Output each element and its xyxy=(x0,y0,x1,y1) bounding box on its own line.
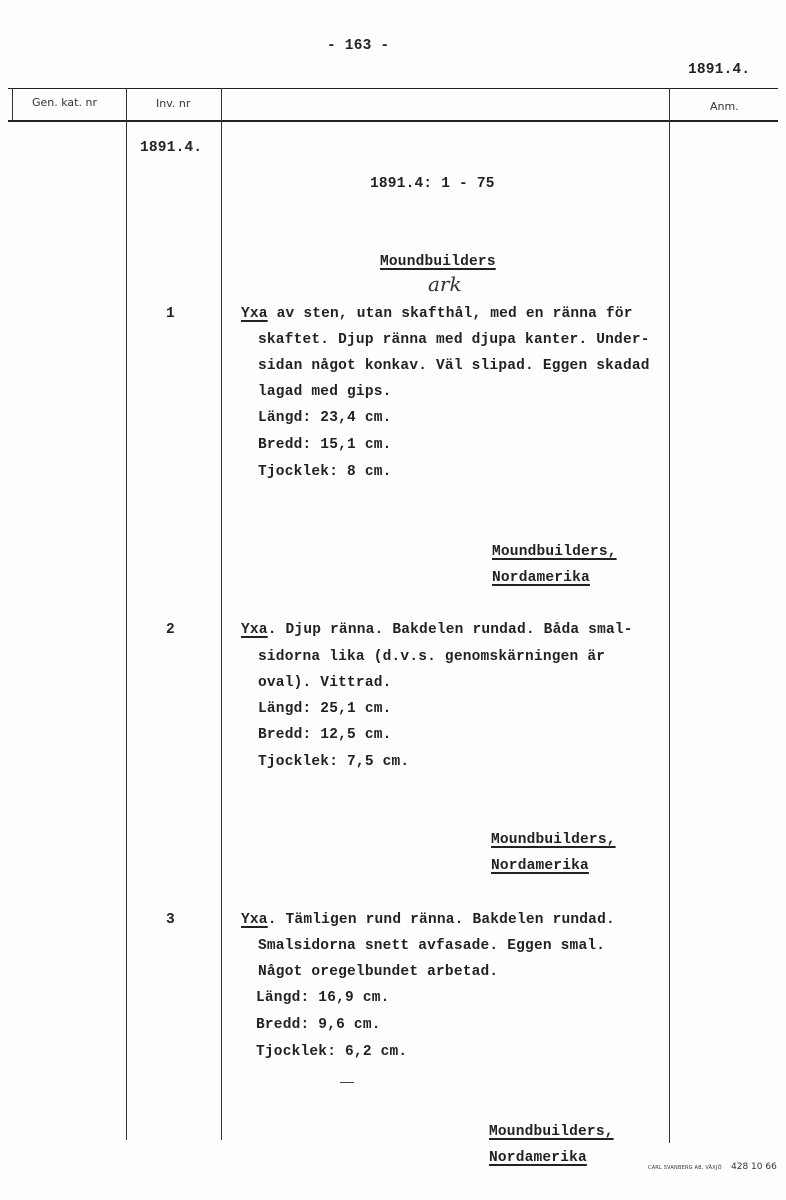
entry-origin-region: Nordamerika xyxy=(491,858,589,874)
entry-length: Längd: 25,1 cm. xyxy=(258,701,392,717)
inv-accession: 1891.4. xyxy=(140,140,203,156)
entry-origin-culture: Moundbuilders, xyxy=(491,832,616,848)
column-divider-3 xyxy=(669,88,670,1143)
entry-thickness: Tjocklek: 8 cm. xyxy=(258,464,392,480)
table-header-bottom-border xyxy=(8,120,778,122)
entry-line xyxy=(241,306,633,322)
entry-line: sidorna lika (d.v.s. genomskärningen är xyxy=(258,649,606,665)
entry-width: Bredd: 9,6 cm. xyxy=(256,1017,381,1033)
entry-origin-region: Nordamerika xyxy=(492,570,590,586)
handwritten-note: ark xyxy=(428,272,462,296)
pencil-mark xyxy=(340,1082,354,1083)
column-divider-2 xyxy=(221,88,222,1140)
entry-line: lagad med gips. xyxy=(258,384,392,400)
entry-thickness: Tjocklek: 7,5 cm. xyxy=(258,754,410,770)
header-gen-kat-nr: Gen. kat. nr xyxy=(32,96,97,109)
entry-line: oval). Vittrad. xyxy=(258,675,392,691)
entry-line: skaftet. Djup ränna med djupa kanter. Under- xyxy=(258,332,650,348)
table-top-border xyxy=(8,88,778,89)
page-number: - 163 - xyxy=(327,38,390,54)
entry-text: . Djup ränna. Bakdelen rundad. Båda smal- xyxy=(267,622,633,638)
entry-thickness: Tjocklek: 6,2 cm. xyxy=(256,1044,408,1060)
entry-keyword: Yxa xyxy=(241,622,268,638)
entry-width: Bredd: 12,5 cm. xyxy=(258,727,392,743)
header-inv-nr: Inv. nr xyxy=(156,97,191,110)
entry-text: . Tämligen rund ränna. Bakdelen rundad. xyxy=(267,912,615,928)
range-heading: 1891.4: 1 - 75 xyxy=(370,176,495,192)
entry-keyword: Yxa xyxy=(241,306,268,322)
entry-line: Smalsidorna snett avfasade. Eggen smal. xyxy=(258,938,606,954)
entry-line: Något oregelbundet arbetad. xyxy=(258,964,499,980)
entry-line xyxy=(241,912,615,928)
accession-number-top: 1891.4. xyxy=(688,62,751,78)
entry-width: Bredd: 15,1 cm. xyxy=(258,437,392,453)
table-left-border xyxy=(12,88,13,120)
entry-line xyxy=(241,622,633,638)
printer-imprint: CARL SVANBERG AB, VÄXJÖ xyxy=(648,1165,722,1171)
entry-line: sidan något konkav. Väl slipad. Eggen skadad xyxy=(258,358,650,374)
column-divider-1 xyxy=(126,88,127,1140)
form-number: 428 10 66 xyxy=(731,1162,777,1172)
header-anm: Anm. xyxy=(710,100,739,113)
entry-origin-culture: Moundbuilders, xyxy=(489,1124,614,1140)
entry-length: Längd: 23,4 cm. xyxy=(258,410,392,426)
entry-number: 1 xyxy=(166,306,175,322)
entry-number: 3 xyxy=(166,912,175,928)
entry-keyword: Yxa xyxy=(241,912,268,928)
entry-length: Längd: 16,9 cm. xyxy=(256,990,390,1006)
entry-text: av sten, utan skafthål, med en ränna för xyxy=(267,306,633,322)
group-heading: Moundbuilders xyxy=(380,254,496,270)
entry-origin-culture: Moundbuilders, xyxy=(492,544,617,560)
entry-number: 2 xyxy=(166,622,175,638)
entry-origin-region: Nordamerika xyxy=(489,1150,587,1166)
